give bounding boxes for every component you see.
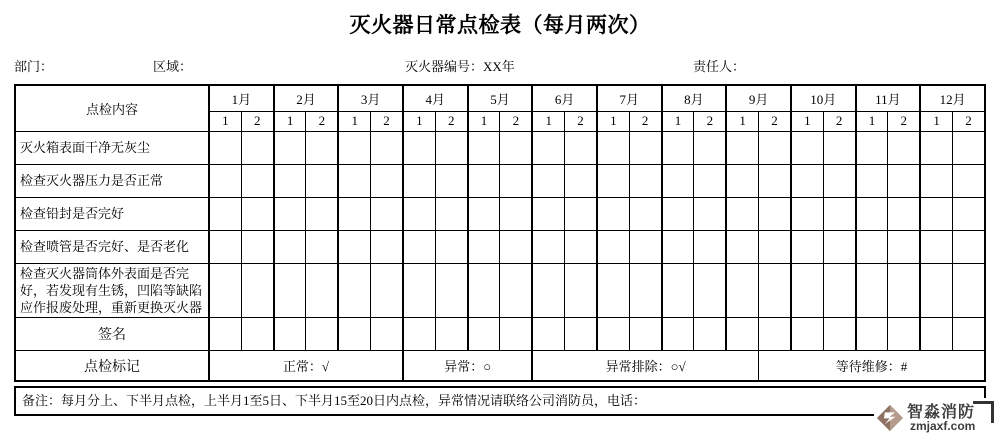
check-cell	[694, 230, 726, 263]
check-cell	[662, 230, 694, 263]
check-cell	[662, 197, 694, 230]
check-cell	[532, 263, 564, 317]
check-cell	[791, 230, 823, 263]
check-cell	[888, 263, 920, 317]
check-cell	[209, 263, 241, 317]
check-cell	[468, 131, 500, 164]
month-header: 7月	[597, 85, 662, 111]
check-cell	[500, 263, 532, 317]
check-cell	[306, 131, 338, 164]
content-header: 点检内容	[15, 85, 209, 131]
check-cell	[338, 230, 370, 263]
check-cell	[435, 263, 467, 317]
check-cell	[403, 197, 435, 230]
check-cell	[371, 164, 403, 197]
half-month-header: 1	[209, 111, 241, 131]
check-cell	[403, 230, 435, 263]
check-cell	[888, 131, 920, 164]
extinguisher-number-field: 灭火器编号：XX年	[405, 59, 515, 74]
check-cell	[888, 317, 920, 350]
check-cell	[662, 131, 694, 164]
check-cell	[694, 197, 726, 230]
check-cell	[920, 131, 952, 164]
inspection-item-label: 检查喷管是否完好、是否老化	[15, 230, 209, 263]
half-month-header: 2	[241, 111, 273, 131]
check-cell	[209, 131, 241, 164]
half-month-header: 2	[694, 111, 726, 131]
check-cell	[629, 164, 661, 197]
brand-site-url: zmjaxf.com	[910, 419, 976, 433]
check-cell	[565, 164, 597, 197]
check-cell	[823, 131, 855, 164]
check-cell	[823, 263, 855, 317]
check-cell	[241, 230, 273, 263]
brand-name: 智淼消防	[907, 404, 976, 421]
check-cell	[338, 164, 370, 197]
month-header: 12月	[920, 85, 985, 111]
check-cell	[306, 197, 338, 230]
check-cell	[306, 317, 338, 350]
month-header-row	[15, 85, 985, 111]
check-cell	[565, 263, 597, 317]
month-header: 3月	[338, 85, 403, 111]
month-header: 11月	[856, 85, 921, 111]
check-cell	[953, 263, 985, 317]
check-cell	[920, 164, 952, 197]
check-cell	[209, 230, 241, 263]
inspection-row	[15, 131, 985, 164]
check-cell	[435, 317, 467, 350]
form-fields	[0, 56, 1000, 74]
check-cell	[629, 197, 661, 230]
check-cell	[532, 131, 564, 164]
check-cell	[759, 164, 791, 197]
check-cell	[662, 164, 694, 197]
check-cell	[694, 263, 726, 317]
month-header: 5月	[468, 85, 533, 111]
check-cell	[274, 263, 306, 317]
check-cell	[856, 131, 888, 164]
check-cell	[435, 131, 467, 164]
inspection-row	[15, 263, 985, 317]
check-cell	[597, 230, 629, 263]
inspection-row	[15, 230, 985, 263]
check-cell	[241, 164, 273, 197]
responsible-person-field: 责任人：	[693, 59, 746, 74]
half-month-header: 2	[500, 111, 532, 131]
check-cell	[791, 131, 823, 164]
check-cell	[856, 164, 888, 197]
check-cell	[823, 197, 855, 230]
diamond-logo-icon	[876, 404, 904, 432]
check-cell	[500, 197, 532, 230]
check-cell	[759, 197, 791, 230]
check-cell	[532, 317, 564, 350]
check-cell	[629, 263, 661, 317]
check-cell	[597, 317, 629, 350]
check-cell	[953, 230, 985, 263]
check-cell	[920, 230, 952, 263]
check-cell	[274, 317, 306, 350]
month-header: 4月	[403, 85, 468, 111]
check-cell	[468, 317, 500, 350]
month-header: 1月	[209, 85, 274, 111]
check-cell	[241, 263, 273, 317]
check-cell	[597, 164, 629, 197]
check-cell	[468, 164, 500, 197]
half-month-header: 2	[565, 111, 597, 131]
check-cell	[791, 197, 823, 230]
check-cell	[565, 131, 597, 164]
check-cell	[597, 263, 629, 317]
check-cell	[435, 164, 467, 197]
inspection-row	[15, 164, 985, 197]
mark-legend-label: 点检标记	[15, 350, 209, 381]
check-cell	[565, 197, 597, 230]
check-cell	[759, 131, 791, 164]
half-month-header: 1	[920, 111, 952, 131]
half-month-header: 2	[953, 111, 985, 131]
half-month-header: 1	[403, 111, 435, 131]
check-cell	[662, 317, 694, 350]
check-cell	[726, 164, 758, 197]
check-cell	[694, 317, 726, 350]
check-cell	[338, 263, 370, 317]
check-cell	[953, 197, 985, 230]
check-cell	[662, 263, 694, 317]
check-cell	[532, 164, 564, 197]
check-cell	[371, 317, 403, 350]
check-cell	[209, 317, 241, 350]
check-cell	[920, 197, 952, 230]
check-cell	[306, 263, 338, 317]
check-cell	[726, 131, 758, 164]
check-cell	[694, 131, 726, 164]
check-cell	[888, 197, 920, 230]
mark-resolved-legend: 异常排除：○√	[532, 350, 758, 381]
half-month-header: 1	[597, 111, 629, 131]
inspection-item-label: 检查铅封是否完好	[15, 197, 209, 230]
check-cell	[435, 197, 467, 230]
check-cell	[953, 164, 985, 197]
check-cell	[371, 197, 403, 230]
check-cell	[823, 164, 855, 197]
check-cell	[532, 230, 564, 263]
check-cell	[888, 230, 920, 263]
inspection-table	[14, 84, 986, 382]
check-cell	[726, 317, 758, 350]
check-cell	[888, 164, 920, 197]
check-cell	[371, 131, 403, 164]
half-month-header: 1	[274, 111, 306, 131]
corner-bracket-decoration	[973, 401, 994, 423]
check-cell	[241, 131, 273, 164]
half-month-header: 1	[662, 111, 694, 131]
half-month-header: 1	[726, 111, 758, 131]
half-month-header: 2	[629, 111, 661, 131]
check-cell	[953, 131, 985, 164]
check-cell	[241, 317, 273, 350]
month-header: 6月	[532, 85, 597, 111]
half-month-header: 2	[306, 111, 338, 131]
check-cell	[403, 263, 435, 317]
check-cell	[597, 197, 629, 230]
check-cell	[338, 197, 370, 230]
check-cell	[468, 230, 500, 263]
check-cell	[759, 317, 791, 350]
page-title: 灭火器日常点检表（每月两次）	[349, 13, 651, 37]
check-cell	[209, 197, 241, 230]
check-cell	[403, 317, 435, 350]
check-cell	[500, 230, 532, 263]
check-cell	[435, 230, 467, 263]
check-cell	[274, 230, 306, 263]
check-cell	[759, 230, 791, 263]
check-cell	[565, 230, 597, 263]
month-header: 8月	[662, 85, 727, 111]
brand-logo	[874, 398, 1000, 441]
check-cell	[726, 230, 758, 263]
check-cell	[403, 164, 435, 197]
check-cell	[856, 197, 888, 230]
check-cell	[726, 197, 758, 230]
check-cell	[791, 263, 823, 317]
check-cell	[565, 317, 597, 350]
check-cell	[306, 230, 338, 263]
check-cell	[241, 197, 273, 230]
check-cell	[823, 230, 855, 263]
half-month-header: 1	[338, 111, 370, 131]
check-cell	[920, 263, 952, 317]
check-cell	[306, 164, 338, 197]
check-cell	[371, 263, 403, 317]
half-month-header: 2	[823, 111, 855, 131]
department-field: 部门：	[14, 59, 54, 74]
inspection-row	[15, 197, 985, 230]
check-cell	[468, 263, 500, 317]
check-cell	[856, 230, 888, 263]
month-header: 9月	[726, 85, 791, 111]
check-cell	[274, 197, 306, 230]
check-cell	[209, 164, 241, 197]
check-cell	[791, 164, 823, 197]
check-cell	[500, 317, 532, 350]
check-cell	[629, 317, 661, 350]
check-cell	[274, 164, 306, 197]
check-cell	[371, 230, 403, 263]
signature-row	[15, 317, 985, 350]
area-field: 区域：	[153, 59, 193, 74]
half-month-header: 2	[759, 111, 791, 131]
check-cell	[791, 317, 823, 350]
month-header: 10月	[791, 85, 856, 111]
month-header: 2月	[274, 85, 339, 111]
check-cell	[726, 263, 758, 317]
check-cell	[629, 230, 661, 263]
check-cell	[500, 131, 532, 164]
check-cell	[468, 197, 500, 230]
check-cell	[274, 131, 306, 164]
check-cell	[694, 164, 726, 197]
mark-waiting-repair-legend: 等待维修：#	[759, 350, 985, 381]
mark-abnormal-legend: 异常：○	[403, 350, 532, 381]
half-month-header: 1	[791, 111, 823, 131]
check-cell	[759, 263, 791, 317]
half-month-header: 2	[888, 111, 920, 131]
mark-legend-row	[15, 350, 985, 381]
inspection-item-label: 灭火箱表面干净无灰尘	[15, 131, 209, 164]
check-cell	[920, 317, 952, 350]
half-month-header: 2	[371, 111, 403, 131]
check-cell	[856, 263, 888, 317]
check-cell	[823, 317, 855, 350]
half-month-header: 2	[435, 111, 467, 131]
check-cell	[338, 131, 370, 164]
remark-note: 备注：每月分上、下半月点检，上半月1至5日、下半月15至20日内点检，异常情况请联络公司消防员，电话：	[14, 386, 986, 416]
check-cell	[338, 317, 370, 350]
check-cell	[856, 317, 888, 350]
inspection-item-label: 检查灭火器筒体外表面是否完好，若发现有生锈，凹陷等缺陷应作报废处理，重新更换灭火器	[15, 263, 209, 317]
inspection-item-label: 检查灭火器压力是否正常	[15, 164, 209, 197]
check-cell	[403, 131, 435, 164]
half-month-header: 1	[856, 111, 888, 131]
check-cell	[953, 317, 985, 350]
half-month-header: 1	[532, 111, 564, 131]
check-cell	[500, 164, 532, 197]
mark-normal-legend: 正常：√	[209, 350, 403, 381]
check-cell	[629, 131, 661, 164]
check-cell	[597, 131, 629, 164]
signature-label: 签名	[15, 317, 209, 350]
half-month-header: 1	[468, 111, 500, 131]
check-cell	[532, 197, 564, 230]
